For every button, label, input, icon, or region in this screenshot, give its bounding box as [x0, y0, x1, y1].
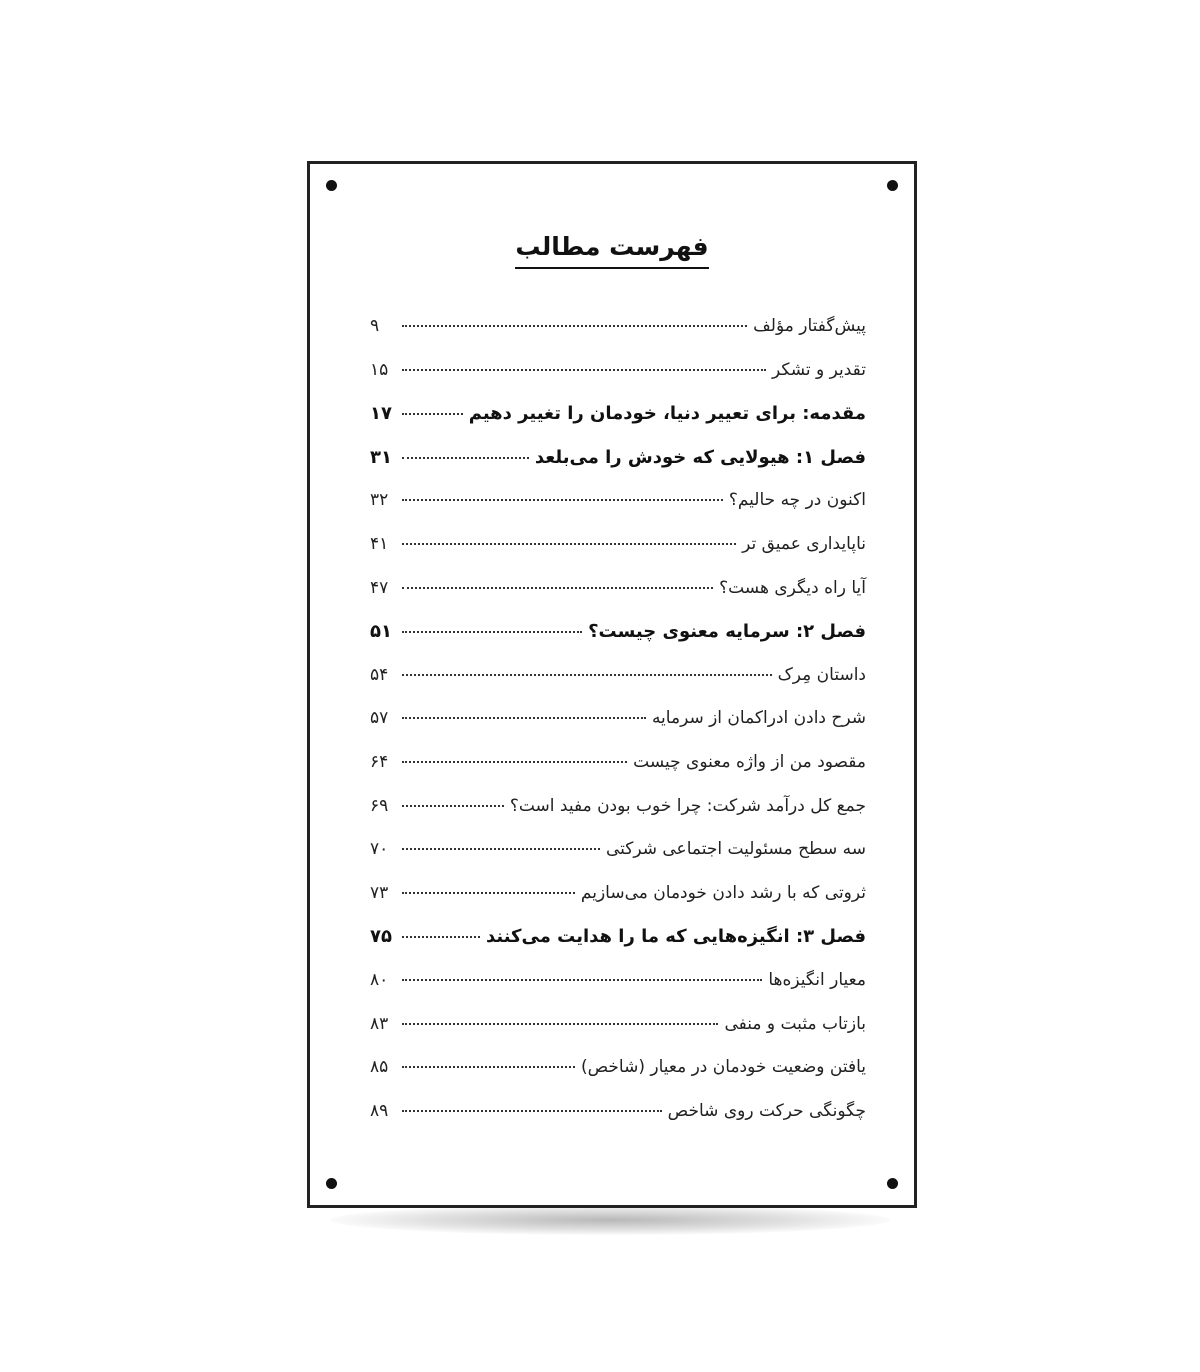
toc-chapter-entry[interactable]	[370, 447, 866, 491]
corner-dot-top-right	[887, 180, 898, 191]
dot-leader	[402, 543, 736, 545]
dot-leader	[402, 1066, 575, 1068]
dot-leader	[402, 848, 600, 850]
dot-leader	[402, 499, 723, 501]
dot-leader	[402, 369, 766, 371]
toc-entry-title: اکنون در چه حالیم؟	[728, 490, 866, 511]
corner-dot-bottom-right	[887, 1178, 898, 1189]
corner-dot-bottom-left	[326, 1178, 337, 1189]
toc-page-number: ۳۲	[370, 490, 389, 511]
toc-entry[interactable]	[370, 578, 866, 622]
toc-page-number: ۴۱	[370, 533, 389, 554]
toc-entry-title: فصل ۲: سرمایه معنوی چیست؟	[588, 621, 866, 643]
toc-entry[interactable]	[370, 752, 866, 796]
toc-entry-title: تقدیر و تشکر	[771, 359, 866, 380]
toc-page-number: ۸۰	[370, 969, 389, 990]
toc-page-number: ۷۳	[370, 882, 389, 903]
toc-entry-title: یافتن وضعیت خودمان در معیار (شاخص)	[580, 1057, 866, 1078]
toc-entry[interactable]	[370, 316, 866, 360]
dot-leader	[402, 631, 582, 633]
dot-leader	[402, 413, 463, 415]
toc-entry-title: چگونگی حرکت روی شاخص	[667, 1100, 866, 1121]
toc-entry-title: بازتاب مثبت و منفی	[724, 1013, 866, 1034]
toc-chapter-entry[interactable]	[370, 926, 866, 970]
toc-entry-title: آیا راه دیگری هست؟	[719, 577, 866, 598]
toc-entry-title: جمع کل درآمد شرکت: چرا خوب بودن مفید است؟	[509, 795, 866, 816]
toc-entry-title: داستان مِرک	[777, 664, 866, 685]
toc-entry-title: شرح دادن ادراکمان از سرمایه	[651, 708, 866, 729]
toc-entry-title: مقصود من از واژه معنوی چیست	[633, 751, 866, 772]
toc-entry[interactable]	[370, 1101, 866, 1145]
toc-page-number: ۳۱	[370, 446, 392, 468]
toc-page-number: ۷۰	[370, 839, 389, 860]
toc-page-number: ۵۱	[370, 621, 392, 643]
toc-entry-title: ثروتی که با رشد دادن خودمان می‌سازیم	[580, 882, 866, 903]
toc-page-number: ۷۵	[370, 926, 392, 948]
toc-page-number: ۸۵	[370, 1057, 389, 1078]
toc-page-number: ۸۹	[370, 1100, 389, 1121]
dot-leader	[402, 805, 504, 807]
toc-page-number: ۶۴	[370, 751, 389, 772]
toc-entry[interactable]	[370, 360, 866, 404]
dot-leader	[402, 674, 772, 676]
toc-entry[interactable]	[370, 665, 866, 709]
toc-page-number: ۵۴	[370, 664, 389, 685]
dot-leader	[402, 1023, 718, 1025]
toc-entry[interactable]	[370, 534, 866, 578]
dot-leader	[402, 936, 480, 938]
dot-leader	[402, 717, 646, 719]
toc-chapter-entry[interactable]	[370, 403, 866, 447]
toc-entry[interactable]	[370, 1014, 866, 1058]
page-shadow	[330, 1205, 890, 1235]
dot-leader	[402, 1110, 662, 1112]
toc-page-number: ۶۹	[370, 795, 389, 816]
dot-leader	[402, 325, 747, 327]
toc-entry-title: ناپایداری عمیق تر	[742, 533, 866, 554]
toc-entry[interactable]	[370, 883, 866, 927]
toc-entry[interactable]	[370, 839, 866, 883]
toc-page-number: ۱۷	[370, 403, 392, 425]
dot-leader	[402, 587, 713, 589]
toc-entry-title: سه سطح مسئولیت اجتماعی شرکتی	[605, 839, 866, 860]
toc-page-number: ۱۵	[370, 359, 389, 380]
page-title: فهرست مطالب	[515, 232, 708, 269]
toc-entry-title: پیش‌گفتار مؤلف	[753, 316, 866, 336]
toc-entry[interactable]	[370, 796, 866, 840]
page-title-wrapper	[310, 232, 914, 269]
dot-leader	[402, 979, 762, 981]
dot-leader	[402, 457, 529, 459]
dot-leader	[402, 892, 575, 894]
toc-entry-title: فصل ۳: انگیزه‌هایی که ما را هدایت می‌کنند	[485, 926, 866, 948]
toc-page-number: ۵۷	[370, 708, 389, 729]
toc-entry-title: معیار انگیزه‌ها	[768, 969, 866, 990]
toc-entry[interactable]	[370, 490, 866, 534]
toc-entry[interactable]	[370, 708, 866, 752]
toc-entry[interactable]	[370, 1057, 866, 1101]
corner-dot-top-left	[326, 180, 337, 191]
toc-entry[interactable]	[370, 970, 866, 1014]
toc-chapter-entry[interactable]	[370, 621, 866, 665]
toc-entry-title: مقدمه: برای تعییر دنیا، خودمان را تغییر دهیم	[468, 403, 866, 425]
toc-page	[307, 161, 917, 1208]
toc-page-number: ۸۳	[370, 1013, 389, 1034]
table-of-contents	[370, 316, 866, 1144]
dot-leader	[402, 761, 627, 763]
toc-page-number: ۴۷	[370, 577, 389, 598]
toc-entry-title: فصل ۱: هیولایی که خودش را می‌بلعد	[534, 446, 866, 468]
toc-page-number: ۹	[370, 316, 380, 336]
